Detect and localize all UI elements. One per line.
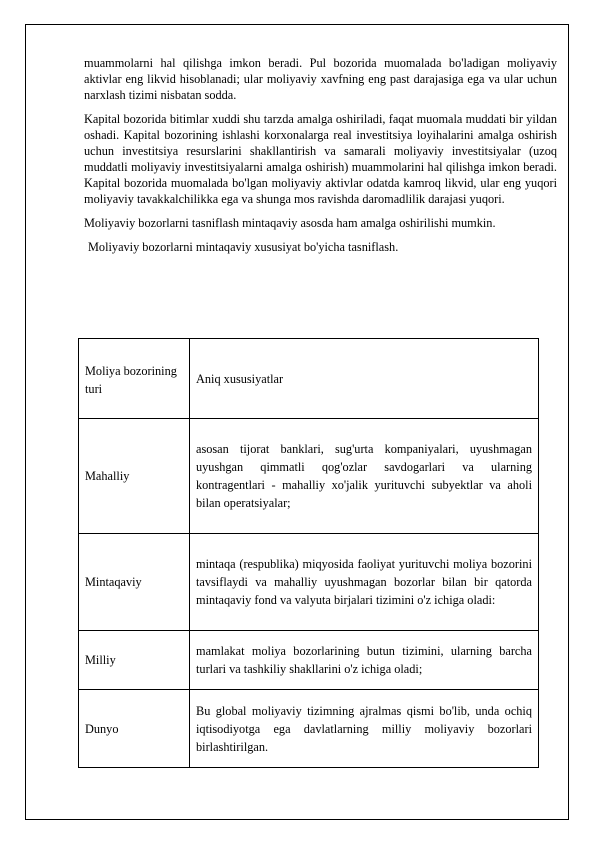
market-features-cell: asosan tijorat banklari, sug'urta kompaniyalari, uyushmagan uyushgan qimmatli qog'ozlar savdogarlari va ularning kontragentlari - mahalliy xo'jalik yurituvchi subyektlar va aholi bilan operatsiyalar; bbox=[190, 419, 539, 534]
table-header-row bbox=[79, 339, 539, 419]
classification-table bbox=[78, 338, 539, 768]
table-caption: Moliyaviy bozorlarni mintaqaviy xususiyat bo'yicha tasniflash. bbox=[88, 240, 399, 254]
table-row bbox=[79, 690, 539, 768]
market-type-cell: Milliy bbox=[79, 631, 190, 690]
table-row bbox=[79, 534, 539, 631]
paragraph-money-market: muammolarni hal qilishga imkon beradi. Pul bozorida muomalada bo'ladigan moliyaviy aktivlar eng likvid hisoblanadi; ular moliyaviy xavfning eng past darajasiga ega va ular uchun narxlash tizimi nisbatan sodda. bbox=[84, 56, 557, 102]
market-features-cell: Bu global moliyaviy tizimning ajralmas qismi bo'lib, unda ochiq iqtisodiyotga ega davlatlarning milliy moliyaviy bozorlari birlashtirilgan. bbox=[190, 690, 539, 768]
paragraph-capital-market: Kapital bozorida bitimlar xuddi shu tarzda amalga oshiriladi, faqat muomala muddati bir yildan oshadi. Kapital bozorining ishlashi korxonalarga real investitsiya loyihalarini amalga oshirish uchun investitsiya resurslarini shakllantirish va samarali moliyaviy investitsiyalar (uzoq muddatli moliyaviy investitsiyalarni amalga oshirish) muammolarini hal qilishga imkon beradi. Kapital bozorida muomalada bo'lgan moliyaviy aktivlar odatda kamroq likvid, ular eng yuqori moliyaviy tavakkalchilikka ega va shunga mos ravishda daromadlilik darajasi yuqori. bbox=[84, 112, 557, 206]
market-features-cell: mamlakat moliya bozorlarining butun tizimini, ularning barcha turlari va tashkiliy shakllarini o'z ichiga oladi; bbox=[190, 631, 539, 690]
table-row bbox=[79, 631, 539, 690]
paragraph-regional-classification: Moliyaviy bozorlarni tasniflash mintaqaviy asosda ham amalga oshirilishi mumkin. bbox=[84, 216, 496, 230]
market-type-cell: Mintaqaviy bbox=[79, 534, 190, 631]
market-features-cell: mintaqa (respublika) miqyosida faoliyat yurituvchi moliya bozorini tavsiflaydi va mahalliy uyushmagan bozorlar bilan bir qatorda mintaqaviy fond va valyuta birjalari tizimini o'z ichiga oladi: bbox=[190, 534, 539, 631]
document-body bbox=[84, 55, 557, 272]
header-cell-type: Moliya bozorining turi bbox=[79, 339, 190, 419]
market-type-cell: Dunyo bbox=[79, 690, 190, 768]
table-row bbox=[79, 419, 539, 534]
market-type-cell: Mahalliy bbox=[79, 419, 190, 534]
header-cell-features: Aniq xususiyatlar bbox=[190, 339, 539, 419]
